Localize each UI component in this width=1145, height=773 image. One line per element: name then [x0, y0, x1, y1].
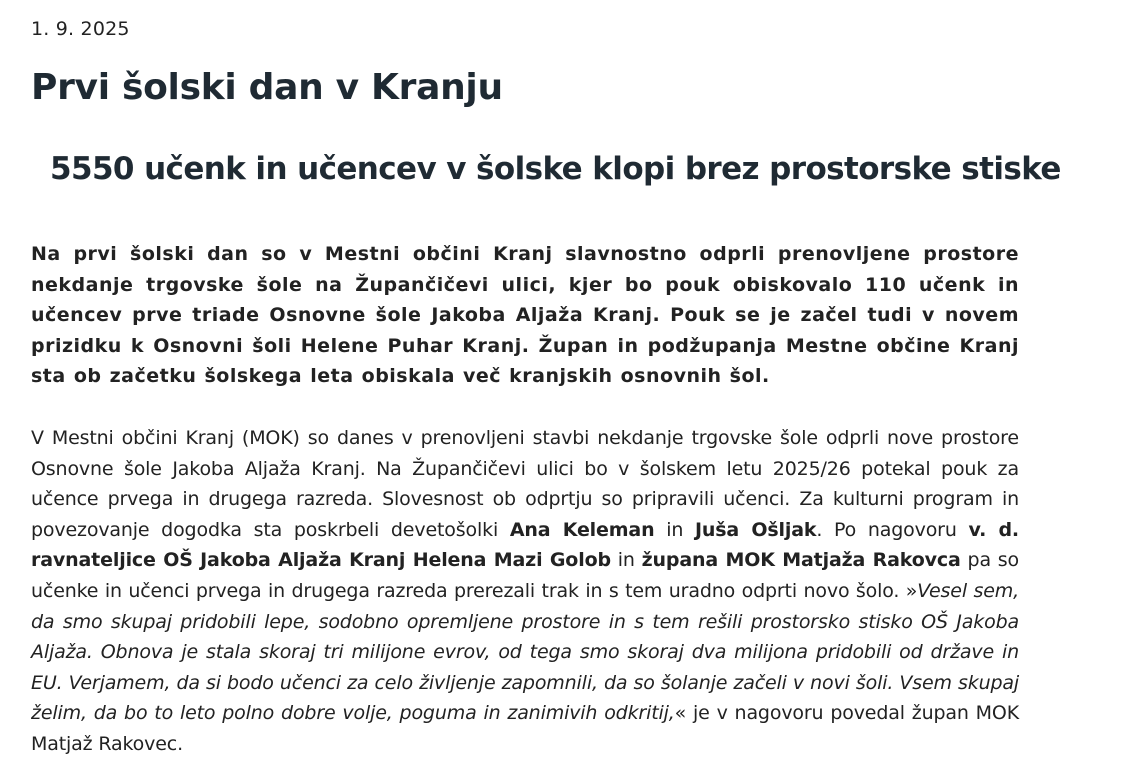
body-emphasis-name-1: Ana Keleman — [509, 518, 655, 541]
body-emphasis-name-2: Juša Ošljak — [694, 518, 817, 541]
body-text: in — [610, 549, 642, 572]
body-text: . Po nagovoru — [816, 518, 969, 541]
body-emphasis-mok: Mestni občini Kranj (MOK) — [51, 427, 300, 449]
article-date: 1. 9. 2025 — [31, 18, 130, 40]
body-text: in — [654, 518, 695, 541]
body-emphasis-mayor: župana MOK Matjaža Rakovca — [641, 549, 961, 572]
body-text: « je v nagovoru povedal župan MOK Matjaž Rakovec. — [31, 702, 1020, 755]
body-emphasis-school: Osnovne šole Jakoba Aljaža Kranj — [31, 457, 360, 480]
article-title: Prvi šolski dan v Kranju — [31, 67, 503, 108]
body-emphasis-principal: v. d. ravnateljice OŠ Jakoba Aljaža Kranj Helena Mazi Golob — [31, 518, 1019, 572]
body-text: pa so učenke in učenci prvega in drugega razreda prerezali trak in s tem uradno odprti novo šolo. » — [31, 549, 1020, 602]
body-quote: Vesel sem, da smo skupaj pridobili lepe, sodobno opremljene prostore in s tem rešili prostorsko stisko OŠ Jakoba Aljaža. Obnova je stala skoraj tri milijone evrov, od tega smo skoraj dva milijona pridobili od države in EU. Verjamem, da si bodo učenci za celo življenje zapomnili, da so šolanje začeli v novi šoli. Vsem skupaj želim, da bo to leto polno dobre volje, poguma in zanimivih odkritij, — [31, 579, 1019, 725]
body-text: V — [31, 427, 52, 449]
body-text: so danes v prenovljeni stavbi nekdanje trgovske šole odprli nove prostore — [299, 427, 1019, 449]
body-text: . Na Župančičevi ulici bo v šolskem letu 2025/26 potekal pouk za učence prvega in drugega razreda. Slovesnost ob odprtju so pripravili učenci. Za kulturni program in povezovanje dogodka sta poskrbeli devetošolki — [31, 457, 1019, 541]
article-subtitle: 5550 učenk in učencev v šolske klopi brez prostorske stiske — [50, 151, 1061, 187]
article-lead: Na prvi šolski dan so v Mestni občini Kranj slavnostno odprli prenovljene prostore nekdanje trgovske šole na Župančičevi ulici, kjer bo pouk obiskovalo 110 učenk in učencev prve triade Osnovne šole Jakoba Aljaža Kranj. Pouk se je začel tudi v novem prizidku k Osnovni šoli Helene Puhar Kranj. Župan in podžupanja Mestne občine Kranj sta ob začetku šolskega leta obiskala več kranjskih osnovnih šol. — [31, 243, 1019, 388]
article-body-paragraph — [31, 423, 1019, 760]
